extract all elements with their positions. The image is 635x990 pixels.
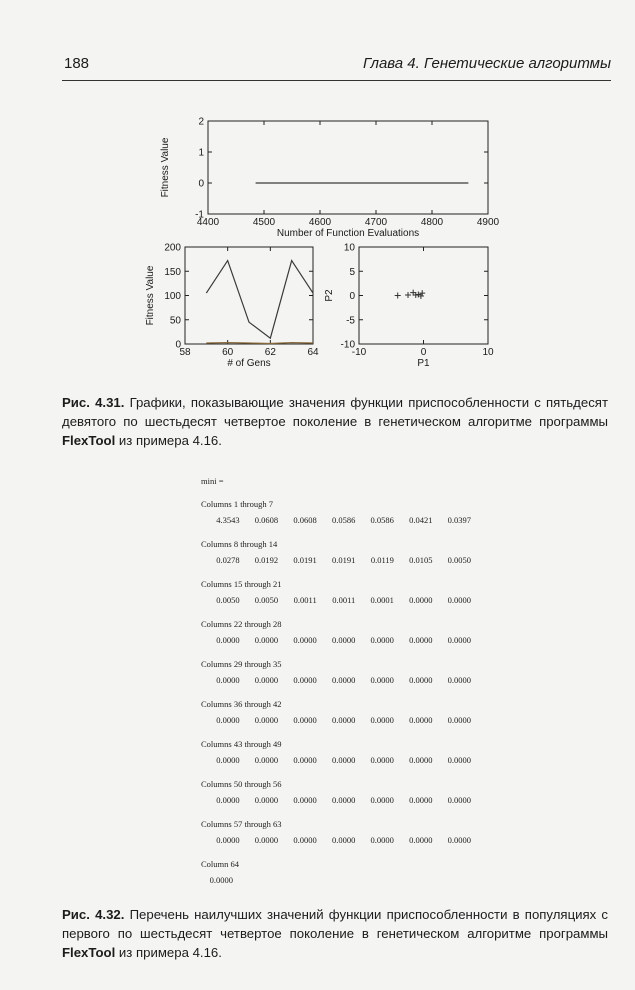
matrix-value: 0.0000 xyxy=(216,635,240,645)
chart-bottom-left xyxy=(145,243,319,370)
matrix-value: 0.0119 xyxy=(370,555,394,565)
matrix-value: 0.0000 xyxy=(409,795,433,805)
matrix-value: 0.0191 xyxy=(293,555,317,565)
matrix-row xyxy=(201,674,471,698)
matrix-value: 0.0000 xyxy=(331,755,356,765)
matrix-output xyxy=(201,475,471,898)
y-tick-label: 200 xyxy=(164,242,181,254)
matrix-row xyxy=(201,794,471,818)
matrix-value: 0.0000 xyxy=(209,875,233,885)
matrix-value: 0.0000 xyxy=(293,635,317,645)
matrix-value: 0.0000 xyxy=(331,635,356,645)
matrix-value: 0.0000 xyxy=(216,795,240,805)
x-tick-label: 4900 xyxy=(476,217,500,228)
plot-frame xyxy=(185,247,313,344)
matrix-value: 0.0000 xyxy=(254,635,279,645)
matrix-value: 0.0000 xyxy=(409,595,433,605)
matrix-value: 0.0000 xyxy=(331,795,356,805)
y-axis-label: Fitness Value xyxy=(160,137,171,198)
matrix-value: 0.0278 xyxy=(216,555,240,565)
matrix-value: 0.0000 xyxy=(254,755,279,765)
matrix-value: 0.0000 xyxy=(254,795,279,805)
y-axis-label: Fitness Value xyxy=(145,265,156,326)
matrix-value: 4.3543 xyxy=(216,515,240,525)
chapter-title: Глава 4. Генетические алгоритмы xyxy=(362,55,611,72)
matrix-row xyxy=(201,714,471,738)
matrix-value: 0.0586 xyxy=(370,515,394,525)
matrix-value: 0.0000 xyxy=(370,795,394,805)
matrix-value: 0.0000 xyxy=(331,835,356,845)
chart-top xyxy=(160,117,500,240)
chart-bottom-right xyxy=(324,243,494,370)
matrix-block-header: Columns 1 through 7 xyxy=(201,499,274,509)
matrix-value: 0.0000 xyxy=(447,795,472,805)
x-tick-label: 10 xyxy=(482,347,494,358)
caption-bold: FlexTool xyxy=(62,945,116,960)
plot-frame xyxy=(208,121,488,214)
matrix-value: 0.0000 xyxy=(370,715,394,725)
matrix-value: 0.0000 xyxy=(216,755,240,765)
matrix-block-header: Columns 15 through 21 xyxy=(201,579,282,589)
series-line-min xyxy=(206,343,313,344)
x-tick-label: 4500 xyxy=(252,217,276,228)
y-tick-label: 0 xyxy=(198,178,204,190)
matrix-value: 0.0000 xyxy=(254,835,279,845)
matrix-value: 0.0050 xyxy=(216,595,240,605)
caption-tail: из примера 4.16. xyxy=(115,433,222,448)
page-number: 188 xyxy=(64,55,90,72)
x-tick-label: 4700 xyxy=(364,217,388,228)
x-axis-label: # of Gens xyxy=(227,358,271,369)
y-tick-label: 5 xyxy=(349,266,355,278)
matrix-block-header: Columns 22 through 28 xyxy=(201,619,282,629)
matrix-block-header: Column 64 xyxy=(201,859,240,869)
matrix-value: 0.0000 xyxy=(447,635,472,645)
caption-tail: из примера 4.16. xyxy=(115,945,222,960)
x-tick-label: 0 xyxy=(420,347,427,358)
matrix-value: 0.0001 xyxy=(370,595,394,605)
matrix-block-header: Columns 8 through 14 xyxy=(201,539,278,549)
matrix-block-header: Columns 50 through 56 xyxy=(201,779,282,789)
figure-4-32-caption xyxy=(62,905,608,962)
matrix-value: 0.0000 xyxy=(447,675,472,685)
matrix-value: 0.0011 xyxy=(293,595,317,605)
matrix-value: 0.0000 xyxy=(331,715,356,725)
x-tick-label: 4400 xyxy=(196,217,220,228)
y-tick-label: -1 xyxy=(195,209,204,221)
y-tick-label: 0 xyxy=(349,291,355,302)
matrix-row xyxy=(201,554,471,578)
caption-label: Рис. 4.32. xyxy=(62,907,125,922)
matrix-value: 0.0000 xyxy=(370,635,394,645)
matrix-value: 0.0608 xyxy=(254,515,279,525)
matrix-block-header: Columns 36 through 42 xyxy=(201,699,282,709)
matrix-row xyxy=(201,874,471,898)
matrix-value: 0.0191 xyxy=(331,555,356,565)
matrix-row xyxy=(201,514,471,538)
scatter-point xyxy=(405,292,411,298)
matrix-block-header: Columns 29 through 35 xyxy=(201,659,282,669)
caption-text: Графики, показывающие значения функции приспособленности с пятьдесят девятого по шестьдесят четвертое поколение в генетическом алгоритме программы xyxy=(62,395,608,429)
matrix-value: 0.0000 xyxy=(409,835,433,845)
matrix-value: 0.0000 xyxy=(447,835,472,845)
y-axis-label: P2 xyxy=(324,289,335,302)
scatter-point xyxy=(395,293,401,299)
y-tick-label: 1 xyxy=(198,147,204,159)
caption-label: Рис. 4.31. xyxy=(62,395,125,410)
matrix-value: 0.0050 xyxy=(254,595,279,605)
y-tick-label: 0 xyxy=(175,339,181,351)
matrix-value: 0.0000 xyxy=(254,675,279,685)
matrix-value: 0.0000 xyxy=(409,755,433,765)
y-tick-label: -10 xyxy=(340,339,355,351)
matrix-title: mini = xyxy=(201,476,224,486)
figure-charts xyxy=(140,112,515,377)
matrix-value: 0.0000 xyxy=(293,795,317,805)
x-tick-label: 62 xyxy=(264,347,276,358)
matrix-value: 0.0000 xyxy=(216,835,240,845)
matrix-row xyxy=(201,834,471,858)
caption-bold: FlexTool xyxy=(62,433,116,448)
header-rule xyxy=(62,80,611,81)
matrix-value: 0.0000 xyxy=(409,675,433,685)
figure-4-31-caption xyxy=(62,393,608,450)
y-tick-label: 150 xyxy=(164,266,181,278)
matrix-value: 0.0000 xyxy=(216,715,240,725)
matrix-value: 0.0000 xyxy=(293,755,317,765)
matrix-value: 0.0050 xyxy=(447,555,472,565)
x-axis-label: P1 xyxy=(417,358,430,369)
x-axis-label: Number of Function Evaluations xyxy=(276,228,420,239)
matrix-value: 0.0000 xyxy=(254,715,279,725)
y-tick-label: -5 xyxy=(346,315,355,327)
matrix-value: 0.0000 xyxy=(447,595,472,605)
y-tick-label: 2 xyxy=(198,116,204,128)
matrix-value: 0.0000 xyxy=(293,715,317,725)
x-tick-label: -10 xyxy=(351,347,367,358)
matrix-row xyxy=(201,754,471,778)
matrix-value: 0.0000 xyxy=(447,715,472,725)
x-tick-label: 60 xyxy=(222,347,234,358)
matrix-value: 0.0000 xyxy=(216,675,240,685)
matrix-value: 0.0000 xyxy=(370,755,394,765)
matrix-value: 0.0421 xyxy=(409,515,433,525)
matrix-value: 0.0105 xyxy=(409,555,433,565)
matrix-row xyxy=(201,634,471,658)
scatter-point xyxy=(419,290,425,296)
matrix-value: 0.0397 xyxy=(447,515,472,525)
x-tick-label: 4800 xyxy=(420,217,444,228)
matrix-block-header: Columns 57 through 63 xyxy=(201,819,282,829)
matrix-value: 0.0000 xyxy=(370,675,394,685)
matrix-value: 0.0000 xyxy=(409,715,433,725)
series-line-max xyxy=(206,261,313,339)
matrix-value: 0.0000 xyxy=(409,635,433,645)
x-tick-label: 58 xyxy=(179,347,191,358)
y-tick-label: 100 xyxy=(164,291,181,302)
matrix-row xyxy=(201,594,471,618)
matrix-value: 0.0000 xyxy=(293,675,317,685)
matrix-value: 0.0192 xyxy=(254,555,279,565)
caption-text: Перечень наилучших значений функции приспособленности в популяциях с первого по шестьдесят четвертое поколение в генетическом алгоритме программы xyxy=(62,907,608,941)
matrix-value: 0.0000 xyxy=(331,675,356,685)
x-tick-label: 4600 xyxy=(308,217,332,228)
matrix-block-header: Columns 43 through 49 xyxy=(201,739,282,749)
matrix-value: 0.0608 xyxy=(293,515,317,525)
matrix-value: 0.0000 xyxy=(293,835,317,845)
matrix-value: 0.0011 xyxy=(332,595,356,605)
matrix-value: 0.0586 xyxy=(331,515,356,525)
matrix-value: 0.0000 xyxy=(370,835,394,845)
y-tick-label: 50 xyxy=(169,315,181,327)
y-tick-label: 10 xyxy=(343,242,355,254)
matrix-value: 0.0000 xyxy=(447,755,472,765)
x-tick-label: 64 xyxy=(307,347,319,358)
